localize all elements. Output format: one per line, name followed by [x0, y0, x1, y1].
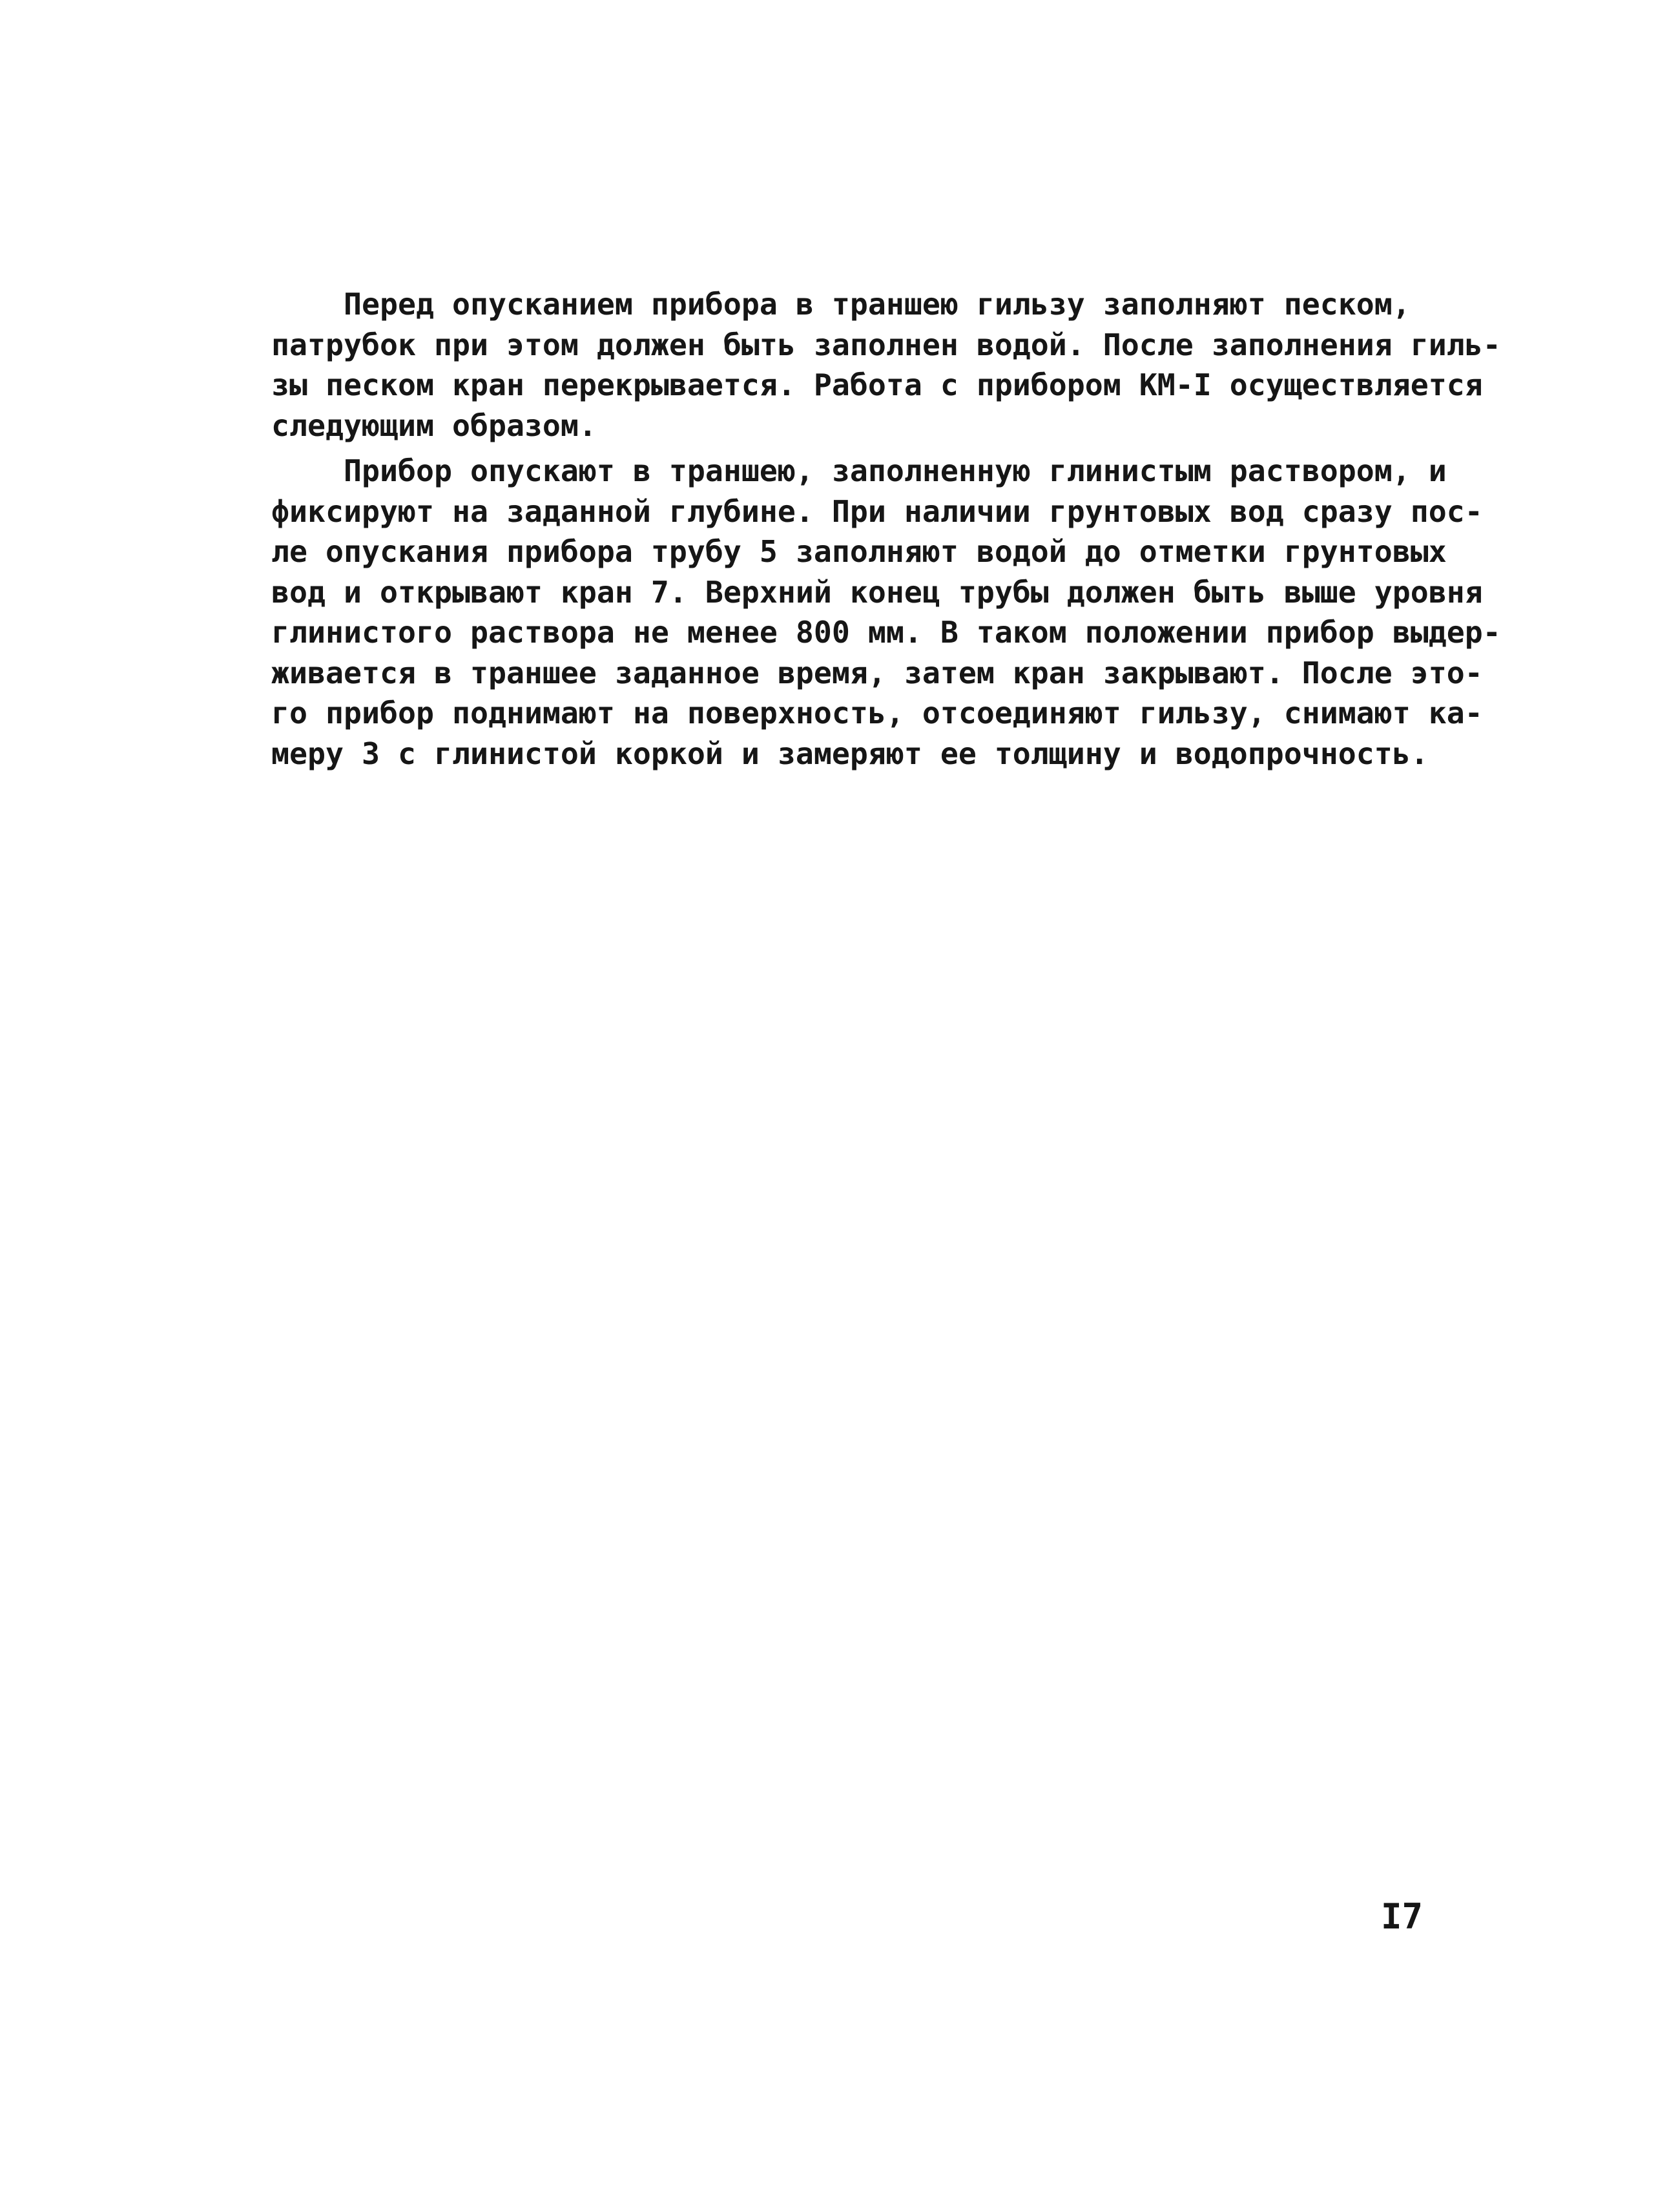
body-text: [271, 284, 1501, 774]
text-line: ле опускания прибора трубу 5 заполняют водой до отметки грунтовых: [271, 534, 1447, 569]
text-line: Перед опусканием прибора в траншею гильзу заполняют песком,: [271, 287, 1411, 322]
text-line: го прибор поднимают на поверхность, отсоединяют гильзу, снимают ка-: [271, 696, 1483, 730]
text-line: зы песком кран перекрывается. Работа с прибором КМ-I осуществляется: [271, 367, 1483, 402]
paragraph-2: [271, 451, 1501, 774]
text-line: живается в траншее заданное время, затем кран закрывают. После это-: [271, 655, 1483, 690]
text-line: меру 3 с глинистой коркой и замеряют ее толщину и водопрочность.: [271, 736, 1429, 771]
text-line: вод и открывают кран 7. Верхний конец трубы должен быть выше уровня: [271, 574, 1483, 610]
paragraph-gap: [271, 446, 1421, 451]
text-line: следующим образом.: [271, 408, 597, 443]
text-line: глинистого раствора не менее 800 мм. В таком положении прибор выдер-: [271, 615, 1501, 650]
text-line: Прибор опускают в траншею, заполненную глинистым раствором, и: [271, 453, 1447, 488]
page-number: I7: [1381, 1896, 1424, 1937]
text-line: фиксируют на заданной глубине. При наличии грунтовых вод сразу пос-: [271, 493, 1483, 529]
paragraph-1: [271, 284, 1501, 446]
text-line: патрубок при этом должен быть заполнен водой. После заполнения гиль-: [271, 327, 1501, 362]
